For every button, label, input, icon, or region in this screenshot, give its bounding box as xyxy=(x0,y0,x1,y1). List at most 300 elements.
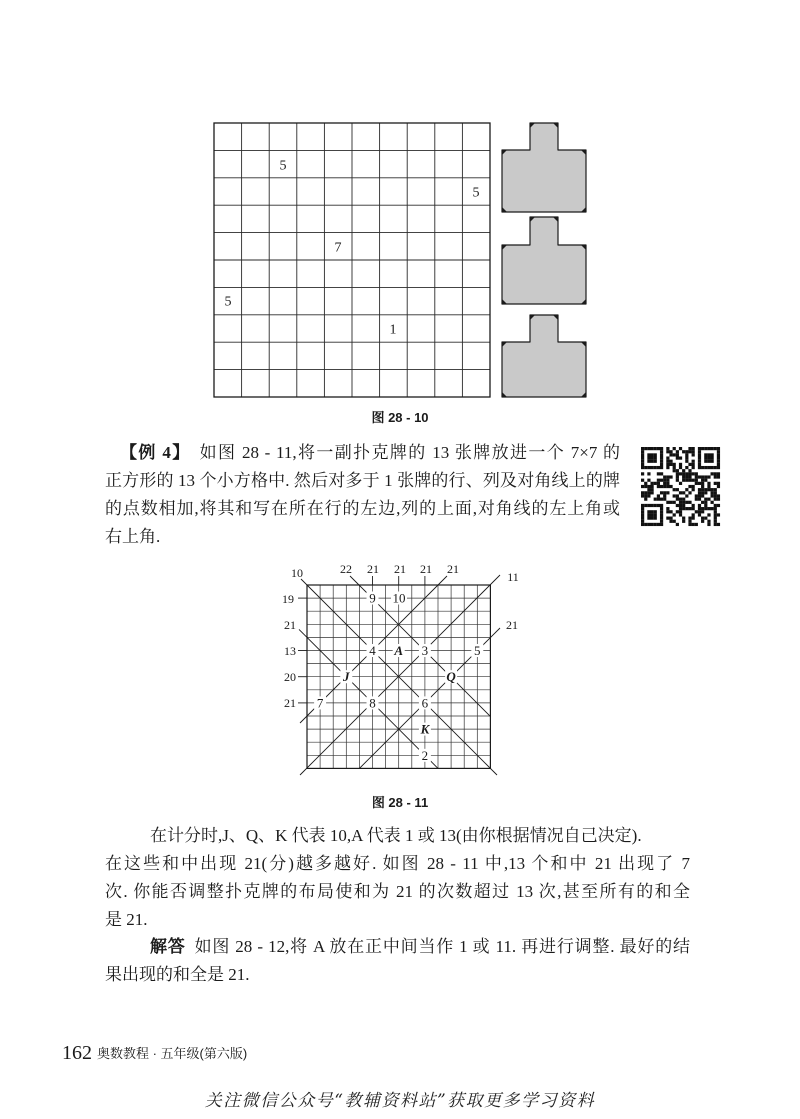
qr-module xyxy=(717,460,720,463)
column-sum-label: 21 xyxy=(394,562,406,576)
qr-module xyxy=(698,463,701,466)
qr-module xyxy=(679,466,682,469)
qr-module xyxy=(685,494,688,497)
qr-module xyxy=(688,485,691,488)
qr-module xyxy=(650,482,653,485)
qr-module xyxy=(657,466,660,469)
qr-module xyxy=(666,479,669,482)
qr-module xyxy=(688,463,691,466)
qr-module xyxy=(657,482,660,485)
qr-module xyxy=(654,517,657,520)
card: 8 xyxy=(369,695,376,711)
qr-module xyxy=(698,507,701,510)
qr-module xyxy=(711,494,714,497)
qr-module xyxy=(695,523,698,526)
qr-module xyxy=(692,472,695,475)
qr-module xyxy=(657,498,660,501)
qr-module xyxy=(676,469,679,472)
qr-module xyxy=(717,450,720,453)
qr-module xyxy=(673,501,676,504)
qr-module xyxy=(647,479,650,482)
qr-module xyxy=(698,513,701,516)
qr-module xyxy=(698,475,701,478)
qr-module xyxy=(647,485,650,488)
qr-module xyxy=(679,447,682,450)
qr-module xyxy=(704,447,707,450)
qr-module xyxy=(701,494,704,497)
qr-module xyxy=(698,494,701,497)
qr-module xyxy=(707,456,710,459)
qr-module xyxy=(663,498,666,501)
qr-module xyxy=(673,447,676,450)
qr-module xyxy=(707,475,710,478)
qr-module xyxy=(682,491,685,494)
qr-module xyxy=(707,485,710,488)
qr-module xyxy=(685,456,688,459)
qr-module xyxy=(641,479,644,482)
qr-module xyxy=(647,466,650,469)
qr-module xyxy=(650,504,653,507)
qr-module xyxy=(666,507,669,510)
example-4-label: 【例 4】 xyxy=(120,443,191,462)
qr-module xyxy=(650,513,653,516)
qr-code xyxy=(641,447,720,526)
qr-module xyxy=(654,447,657,450)
qr-module xyxy=(701,479,704,482)
qr-module xyxy=(666,491,669,494)
qr-module xyxy=(654,466,657,469)
qr-module xyxy=(692,453,695,456)
qr-module xyxy=(695,479,698,482)
qr-module xyxy=(663,491,666,494)
qr-module xyxy=(701,447,704,450)
diagonal-sum-label: 21 xyxy=(506,618,518,632)
qr-module xyxy=(714,498,717,501)
qr-module xyxy=(714,482,717,485)
qr-module xyxy=(688,475,691,478)
qr-module xyxy=(673,463,676,466)
qr-module xyxy=(650,523,653,526)
qr-module xyxy=(666,510,669,513)
qr-module xyxy=(695,498,698,501)
qr-module xyxy=(704,501,707,504)
qr-module xyxy=(647,453,650,456)
qr-module xyxy=(641,450,644,453)
page-number: 162 xyxy=(62,1042,92,1064)
qr-module xyxy=(666,475,669,478)
qr-module xyxy=(641,494,644,497)
card: K xyxy=(420,721,430,737)
qr-module xyxy=(698,491,701,494)
qr-module xyxy=(698,456,701,459)
qr-module xyxy=(682,450,685,453)
qr-module xyxy=(704,456,707,459)
qr-module xyxy=(676,494,679,497)
qr-module xyxy=(711,507,714,510)
qr-module xyxy=(688,517,691,520)
row-sum-label: 13 xyxy=(284,644,296,658)
qr-module xyxy=(688,507,691,510)
qr-module xyxy=(685,488,688,491)
qr-module xyxy=(688,520,691,523)
qr-module xyxy=(657,485,660,488)
diagonal-sum-label: 21 xyxy=(284,618,296,632)
qr-module xyxy=(641,520,644,523)
diagonal-sum-label: 22 xyxy=(340,562,352,576)
qr-module xyxy=(711,466,714,469)
qr-module xyxy=(698,453,701,456)
qr-module xyxy=(704,453,707,456)
qr-module xyxy=(695,475,698,478)
qr-module xyxy=(647,456,650,459)
column-sum-label: 21 xyxy=(367,562,379,576)
answer-line-1 xyxy=(150,935,690,959)
qr-module xyxy=(641,453,644,456)
qr-module xyxy=(676,488,679,491)
qr-module xyxy=(717,513,720,516)
qr-module xyxy=(666,456,669,459)
qr-module xyxy=(717,475,720,478)
qr-module xyxy=(676,453,679,456)
qr-module xyxy=(669,485,672,488)
qr-module xyxy=(692,479,695,482)
card: 5 xyxy=(474,643,481,658)
qr-module xyxy=(644,523,647,526)
qr-module xyxy=(707,513,710,516)
qr-module xyxy=(676,498,679,501)
qr-module xyxy=(688,501,691,504)
qr-module xyxy=(654,456,657,459)
qr-module xyxy=(641,491,644,494)
qr-module xyxy=(647,517,650,520)
card: 2 xyxy=(421,747,429,763)
qr-module xyxy=(654,460,657,463)
qr-module xyxy=(714,513,717,516)
example-4-line-3: 的点数相加,将其和写在所在行的左边,列的上面,对角线的左上角或 xyxy=(105,499,620,518)
example-4-line-1 xyxy=(120,441,620,465)
answer-line-1-text: 如图 28 - 12,将 A 放在正中间当作 1 或 11. 再进行调整. 最好的结 xyxy=(194,937,691,956)
qr-module xyxy=(657,447,660,450)
qr-module xyxy=(673,513,676,516)
qr-module xyxy=(688,469,691,472)
qr-module xyxy=(673,453,676,456)
qr-module xyxy=(695,482,698,485)
scoring-line-3: 次. 你能否调整扑克牌的布局使和为 21 的次数超过 13 次,甚至所有的和全 xyxy=(105,882,690,901)
qr-module xyxy=(698,504,701,507)
qr-module xyxy=(704,504,707,507)
qr-module xyxy=(679,513,682,516)
qr-module xyxy=(663,482,666,485)
qr-module xyxy=(660,504,663,507)
card: A xyxy=(394,643,404,658)
qr-module xyxy=(682,472,685,475)
qr-module xyxy=(654,453,657,456)
qr-module xyxy=(679,498,682,501)
qr-module xyxy=(679,491,682,494)
qr-module xyxy=(698,482,701,485)
qr-module xyxy=(650,488,653,491)
figure-28-10 xyxy=(214,123,586,397)
qr-module xyxy=(692,485,695,488)
qr-module xyxy=(692,466,695,469)
scoring-line-2: 在这些和中出现 21(分)越多越好. 如图 28 - 11 中,13 个和中 21 出现了 7 xyxy=(105,854,690,873)
qr-module xyxy=(692,450,695,453)
qr-module xyxy=(660,450,663,453)
qr-module xyxy=(717,504,720,507)
qr-module xyxy=(660,447,663,450)
qr-module xyxy=(669,450,672,453)
qr-module xyxy=(650,517,653,520)
qr-module xyxy=(679,504,682,507)
qr-module xyxy=(644,447,647,450)
qr-module xyxy=(669,475,672,478)
qr-module xyxy=(714,494,717,497)
qr-module xyxy=(644,491,647,494)
qr-module xyxy=(660,479,663,482)
qr-module xyxy=(660,513,663,516)
qr-module xyxy=(673,520,676,523)
card: 3 xyxy=(421,643,429,658)
qr-module xyxy=(698,450,701,453)
qr-module xyxy=(666,463,669,466)
figure-28-11 xyxy=(282,562,519,775)
grid-cell-number: 5 xyxy=(279,158,287,174)
qr-module xyxy=(692,463,695,466)
qr-module xyxy=(676,450,679,453)
qr-module xyxy=(704,460,707,463)
qr-module xyxy=(669,501,672,504)
qr-module xyxy=(682,504,685,507)
qr-module xyxy=(660,491,663,494)
example-4-line-4: 右上角. xyxy=(105,527,161,546)
qr-module xyxy=(641,466,644,469)
qr-module xyxy=(644,466,647,469)
qr-module xyxy=(717,463,720,466)
qr-module xyxy=(682,507,685,510)
answer-label: 解答 xyxy=(150,937,186,956)
qr-module xyxy=(692,460,695,463)
gray-piece-1 xyxy=(502,123,586,212)
qr-module xyxy=(641,485,644,488)
qr-module xyxy=(657,479,660,482)
qr-module xyxy=(701,510,704,513)
qr-module xyxy=(647,472,650,475)
diagonal-sum-label: 21 xyxy=(447,562,459,576)
qr-module xyxy=(704,479,707,482)
qr-module xyxy=(666,485,669,488)
qr-module xyxy=(660,523,663,526)
qr-module xyxy=(647,447,650,450)
qr-module xyxy=(660,517,663,520)
column-sum-label: 21 xyxy=(420,562,432,576)
qr-module xyxy=(660,463,663,466)
qr-module xyxy=(660,472,663,475)
qr-module xyxy=(714,517,717,520)
qr-module xyxy=(641,510,644,513)
row-sum-label: 19 xyxy=(282,592,294,606)
qr-module xyxy=(707,482,710,485)
qr-module xyxy=(704,491,707,494)
qr-module xyxy=(685,501,688,504)
qr-module xyxy=(714,520,717,523)
qr-module xyxy=(707,460,710,463)
qr-module xyxy=(701,475,704,478)
qr-module xyxy=(698,447,701,450)
qr-module xyxy=(704,517,707,520)
qr-module xyxy=(669,520,672,523)
qr-module xyxy=(698,498,701,501)
card: 7 xyxy=(316,695,324,711)
figure-28-10-caption: 图 28 - 10 xyxy=(371,410,429,425)
qr-module xyxy=(682,517,685,520)
grid-cell-number: 1 xyxy=(389,322,397,338)
qr-module xyxy=(711,453,714,456)
qr-module xyxy=(685,460,688,463)
qr-module xyxy=(695,510,698,513)
qr-module xyxy=(641,504,644,507)
qr-module xyxy=(711,501,714,504)
qr-module xyxy=(704,507,707,510)
qr-module xyxy=(698,460,701,463)
qr-module xyxy=(666,517,669,520)
qr-module xyxy=(682,479,685,482)
qr-module xyxy=(647,513,650,516)
qr-module xyxy=(679,501,682,504)
scoring-line-1: 在计分时,J、Q、K 代表 10,A 代表 1 或 13(由你根据情况自己决定). xyxy=(150,826,642,845)
qr-module xyxy=(644,485,647,488)
qr-module xyxy=(688,491,691,494)
qr-module xyxy=(669,453,672,456)
qr-module xyxy=(657,523,660,526)
diagonal-sum-label: 10 xyxy=(291,566,303,580)
qr-module xyxy=(650,460,653,463)
qr-module xyxy=(663,475,666,478)
qr-module xyxy=(676,510,679,513)
qr-module xyxy=(679,510,682,513)
qr-module xyxy=(717,498,720,501)
qr-module xyxy=(654,482,657,485)
qr-module xyxy=(669,510,672,513)
qr-module xyxy=(717,447,720,450)
qr-module xyxy=(685,466,688,469)
qr-module xyxy=(698,510,701,513)
qr-module xyxy=(660,520,663,523)
qr-module xyxy=(695,472,698,475)
qr-module xyxy=(707,488,710,491)
qr-module xyxy=(669,463,672,466)
qr-module xyxy=(647,488,650,491)
qr-module xyxy=(650,456,653,459)
grid-cell-number: 5 xyxy=(472,185,480,201)
qr-module xyxy=(641,513,644,516)
qr-module xyxy=(714,491,717,494)
qr-module xyxy=(688,472,691,475)
card: 4 xyxy=(369,643,376,658)
qr-module xyxy=(704,475,707,478)
qr-module xyxy=(692,488,695,491)
qr-module xyxy=(714,523,717,526)
qr-module xyxy=(663,485,666,488)
card: 6 xyxy=(421,695,429,711)
qr-module xyxy=(701,520,704,523)
qr-module xyxy=(669,460,672,463)
qr-module xyxy=(666,460,669,463)
qr-module xyxy=(698,466,701,469)
card: J xyxy=(343,669,350,685)
qr-module xyxy=(711,456,714,459)
qr-module xyxy=(707,520,710,523)
qr-module xyxy=(717,472,720,475)
gray-piece-2 xyxy=(502,217,586,304)
book-title: 奥数教程 · 五年级(第六版) xyxy=(97,1046,248,1061)
qr-module xyxy=(657,472,660,475)
qr-module xyxy=(641,463,644,466)
qr-module xyxy=(685,453,688,456)
qr-module xyxy=(650,447,653,450)
qr-module xyxy=(673,466,676,469)
qr-module xyxy=(647,491,650,494)
qr-module xyxy=(717,482,720,485)
qr-module xyxy=(692,447,695,450)
qr-module xyxy=(717,485,720,488)
qr-module xyxy=(650,453,653,456)
qr-module xyxy=(714,466,717,469)
qr-module xyxy=(692,504,695,507)
qr-module xyxy=(711,472,714,475)
qr-module xyxy=(711,488,714,491)
qr-module xyxy=(707,447,710,450)
watermark-text: 关注微信公众号“教辅资料站”获取更多学习资料 xyxy=(204,1091,596,1111)
qr-module xyxy=(682,469,685,472)
qr-module xyxy=(641,456,644,459)
grid-10x10 xyxy=(214,123,490,397)
qr-module xyxy=(669,517,672,520)
qr-module xyxy=(682,501,685,504)
qr-module xyxy=(641,472,644,475)
example-4-line-1-text: 如图 28 - 11,将一副扑克牌的 13 张牌放进一个 7×7 的 xyxy=(199,443,621,462)
qr-module xyxy=(714,504,717,507)
qr-module xyxy=(641,447,644,450)
qr-module xyxy=(650,485,653,488)
qr-module xyxy=(688,523,691,526)
example-4-line-2: 正方形的 13 个小方格中. 然后对多于 1 张牌的行、列及对角线上的牌 xyxy=(105,471,620,490)
qr-module xyxy=(701,501,704,504)
qr-module xyxy=(673,494,676,497)
qr-module xyxy=(711,447,714,450)
qr-module xyxy=(711,491,714,494)
qr-module xyxy=(701,482,704,485)
qr-module xyxy=(644,498,647,501)
qr-module xyxy=(692,513,695,516)
qr-module xyxy=(650,491,653,494)
qr-module xyxy=(644,504,647,507)
qr-module xyxy=(695,494,698,497)
qr-module xyxy=(676,472,679,475)
qr-module xyxy=(660,456,663,459)
qr-module xyxy=(717,453,720,456)
qr-module xyxy=(701,491,704,494)
qr-module xyxy=(666,450,669,453)
qr-module xyxy=(682,520,685,523)
qr-module xyxy=(685,475,688,478)
qr-module xyxy=(654,498,657,501)
qr-module xyxy=(679,463,682,466)
diagonal-sum-label: 11 xyxy=(507,570,519,584)
qr-module xyxy=(676,523,679,526)
qr-module xyxy=(701,485,704,488)
card: 9 xyxy=(369,590,376,606)
qr-module xyxy=(704,488,707,491)
